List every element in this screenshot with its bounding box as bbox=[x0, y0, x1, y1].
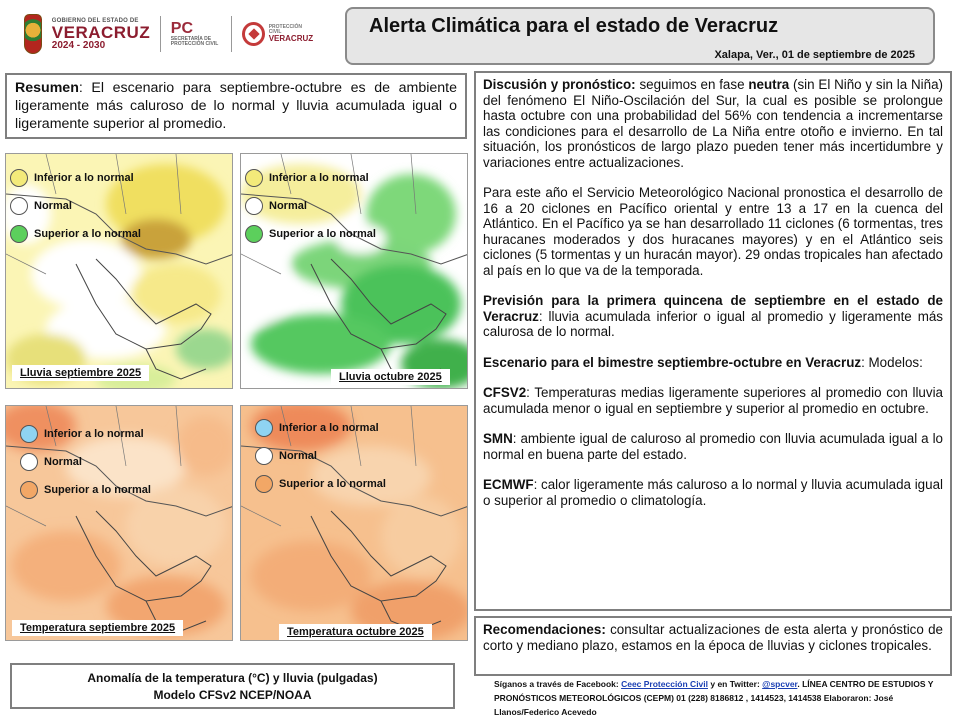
page-title: Alerta Climática para el estado de Veracruz bbox=[369, 15, 779, 37]
pc-logo bbox=[171, 21, 221, 47]
forecast-text: : lluvia acumulada inferior o igual al promedio y ligeramente más calurosa de lo normal. bbox=[483, 308, 943, 339]
map-caption: Lluvia octubre 2025 bbox=[331, 369, 450, 385]
cyclones-paragraph: Para este año el Servicio Meteorológico Nacional pronostica el desarrollo de 16 a 20 ciclones en Pacífico oriental y entre 13 a 17 en la cuenca del Atlántico. En el Pacífico ya se han desarrollado 11 ciclones (6 tormentas, tres huracanes moderados y dos huracanes mayores) y en el Atlántico seis ciclones (5 tormentas y un huracán mayor). 29 ondas tropicales han afectado al país en lo que va de la temporada. bbox=[483, 185, 943, 278]
pcv-logo-small-text: PROTECCIÓN CIVIL bbox=[268, 24, 303, 35]
logo-divider bbox=[160, 16, 161, 52]
legend-label: Superior a lo normal bbox=[34, 228, 141, 240]
legend-label: Superior a lo normal bbox=[44, 484, 151, 496]
legend-label: Normal bbox=[279, 450, 317, 462]
summary-box bbox=[5, 73, 467, 139]
legend-dot-above bbox=[10, 225, 28, 243]
rain-september-legend bbox=[10, 164, 141, 248]
civil-protection-icon bbox=[242, 22, 265, 46]
anomaly-line-2: Modelo CFSv2 NCEP/NOAA bbox=[153, 688, 312, 702]
enso-phase: neutra bbox=[748, 77, 790, 92]
discussion-text: (sin El Niño y sin la Niña) del fenómeno El Niño-Oscilación del Sur, la cual es posible se prolongue hasta octubre con una probabilidad del 56% con tendencia a incrementarse las condiciones para el desarrollo de La Niña entre otoño e invierno. En tal situación, los pronósticos de largo plazo pueden tener más incertidumbre y variaciones entre actualizaciones. bbox=[483, 77, 943, 170]
model-ecmwf-label: ECMWF bbox=[483, 477, 534, 492]
legend-label: Inferior a lo normal bbox=[279, 422, 379, 434]
gov-logo-small-text: GOBIERNO DEL ESTADO DE bbox=[51, 17, 139, 24]
scenario-text: : Modelos: bbox=[861, 354, 923, 370]
twitter-link[interactable]: @spcver bbox=[762, 679, 798, 689]
model-ecmwf-text: : calor ligeramente más caluroso a lo normal y lluvia acumulada igual o superior al promedio o climatología. bbox=[483, 477, 943, 508]
temperature-october-legend bbox=[255, 414, 386, 498]
model-smn-paragraph bbox=[483, 431, 943, 462]
legend-item-below bbox=[10, 164, 141, 192]
legend-item-above bbox=[20, 476, 151, 504]
legend-item-normal bbox=[255, 442, 386, 470]
footer-contact bbox=[494, 677, 946, 719]
legend-dot-normal bbox=[245, 197, 263, 215]
gov-logo-years: 2024 - 2030 bbox=[51, 39, 106, 51]
scenario-label: Escenario para el bimestre septiembre-octubre en Veracruz bbox=[483, 354, 862, 370]
pcv-logo-name: VERACRUZ bbox=[268, 34, 314, 43]
title-box bbox=[345, 7, 935, 65]
temperature-september-legend bbox=[20, 420, 151, 504]
government-logo bbox=[52, 18, 150, 51]
model-smn-label: SMN bbox=[483, 431, 513, 446]
legend-label: Inferior a lo normal bbox=[34, 172, 134, 184]
legend-label: Normal bbox=[269, 200, 307, 212]
legend-label: Normal bbox=[44, 456, 82, 468]
rain-october-legend bbox=[245, 164, 376, 248]
anomaly-caption-box bbox=[10, 663, 455, 709]
discussion-label: Discusión y pronóstico: bbox=[483, 77, 636, 92]
model-cfsv2-label: CFSV2 bbox=[483, 385, 527, 400]
map-rain-october bbox=[240, 153, 468, 389]
forecast-label: Previsión para la primera quincena de septiembre en el estado de Veracruz bbox=[483, 293, 943, 324]
header-logos bbox=[24, 10, 314, 58]
pc-logo-letters: PC bbox=[170, 20, 194, 37]
facebook-link[interactable]: Ceec Protección Civil bbox=[621, 679, 708, 689]
legend-dot-below bbox=[10, 169, 28, 187]
legend-item-normal bbox=[245, 192, 376, 220]
legend-label: Superior a lo normal bbox=[279, 478, 386, 490]
map-caption: Temperatura septiembre 2025 bbox=[12, 620, 183, 636]
scenario-paragraph bbox=[483, 355, 943, 371]
pcv-logo bbox=[242, 22, 314, 46]
model-cfsv2-paragraph bbox=[483, 385, 943, 416]
discussion-paragraph bbox=[483, 77, 943, 170]
legend-item-normal bbox=[10, 192, 141, 220]
legend-dot-below bbox=[255, 419, 273, 437]
map-rain-september bbox=[5, 153, 233, 389]
legend-label: Superior a lo normal bbox=[269, 228, 376, 240]
legend-item-normal bbox=[20, 448, 151, 476]
legend-label: Normal bbox=[34, 200, 72, 212]
legend-label: Inferior a lo normal bbox=[269, 172, 369, 184]
legend-dot-below bbox=[20, 425, 38, 443]
legend-dot-above bbox=[245, 225, 263, 243]
legend-item-below bbox=[20, 420, 151, 448]
legend-dot-normal bbox=[10, 197, 28, 215]
discussion-box bbox=[474, 71, 952, 611]
forecast-paragraph bbox=[483, 293, 943, 340]
legend-item-below bbox=[245, 164, 376, 192]
summary-text: : El escenario para septiembre-octubre es de ambiente ligeramente más caluroso de lo normal y lluvia acumulada igual o ligeramente superior al promedio. bbox=[15, 80, 457, 132]
map-temperature-october bbox=[240, 405, 468, 641]
summary-label: Resumen bbox=[15, 80, 79, 96]
legend-item-above bbox=[255, 470, 386, 498]
model-smn-text: : ambiente igual de caluroso al promedio con lluvia acumulada igual a lo normal en buena parte del estado. bbox=[483, 431, 943, 462]
recommendations-text: consultar actualizaciones de esta alerta y pronóstico de corto y mediano plazo, estamos en la época de lluvias y ciclones tropicales. bbox=[483, 622, 943, 653]
place-date: Xalapa, Ver., 01 de septiembre de 2025 bbox=[714, 49, 915, 61]
legend-item-above bbox=[245, 220, 376, 248]
logo-divider bbox=[231, 16, 232, 52]
anomaly-line-1: Anomalía de la temperatura (°C) y lluvia (pulgadas) bbox=[87, 671, 378, 685]
legend-dot-below bbox=[245, 169, 263, 187]
model-cfsv2-text: : Temperaturas medias ligeramente superiores al promedio con lluvia acumulada menor o igual en septiembre y superior al promedio en octubre. bbox=[483, 385, 943, 416]
veracruz-seal-logo bbox=[24, 14, 42, 54]
map-temperature-september bbox=[5, 405, 233, 641]
legend-item-below bbox=[255, 414, 386, 442]
footer-text: Síganos a través de Facebook: bbox=[494, 679, 622, 689]
recommendations-label: Recomendaciones: bbox=[483, 622, 606, 637]
legend-item-above bbox=[10, 220, 141, 248]
footer-text: y en Twitter: bbox=[708, 679, 763, 689]
pc-logo-subtitle: SECRETARÍA DE PROTECCIÓN CIVIL bbox=[170, 36, 219, 47]
recommendations-box bbox=[474, 616, 952, 676]
gov-logo-name: VERACRUZ bbox=[51, 22, 151, 42]
model-ecmwf-paragraph bbox=[483, 477, 943, 508]
footer-text: . LÍNEA CENTRO DE ESTUDIOS Y PRONÓSTICOS METEOROLÓGICOS (CEPM) 01 (228) 8186812 , 1414523, 1414538 Elaboraron: José Llanos/Federico Acevedo bbox=[494, 679, 934, 717]
legend-label: Inferior a lo normal bbox=[44, 428, 144, 440]
map-caption: Lluvia septiembre 2025 bbox=[12, 365, 149, 381]
legend-dot-normal bbox=[20, 453, 38, 471]
map-caption: Temperatura octubre 2025 bbox=[279, 624, 432, 640]
legend-dot-normal bbox=[255, 447, 273, 465]
discussion-text: seguimos en fase bbox=[635, 77, 749, 92]
legend-dot-above bbox=[255, 475, 273, 493]
legend-dot-above bbox=[20, 481, 38, 499]
